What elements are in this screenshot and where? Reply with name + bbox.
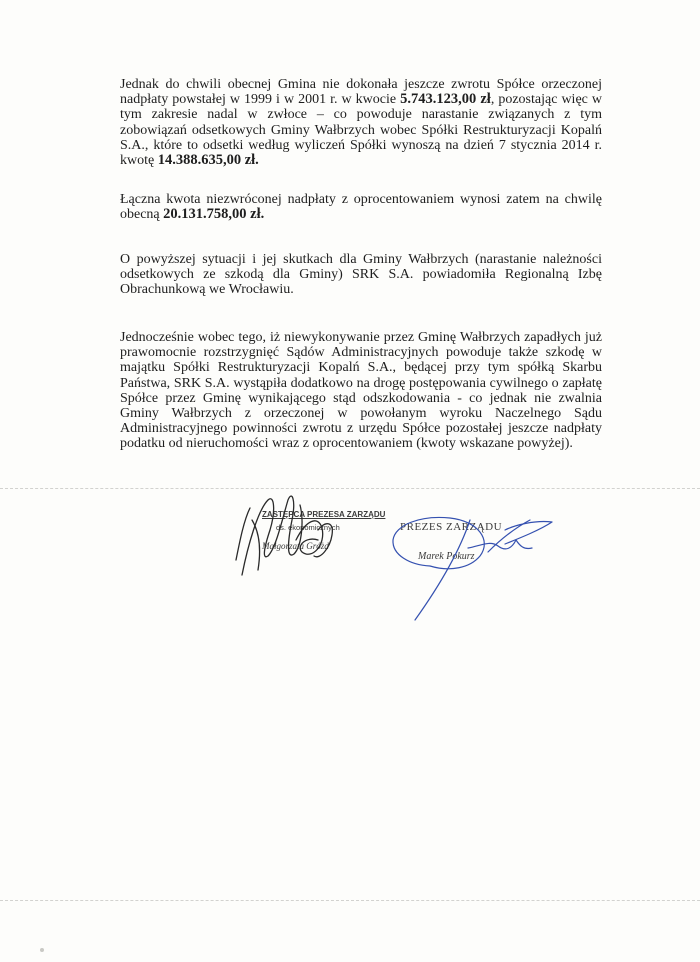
stamp-left-line2: ds. ekonomicznych xyxy=(276,523,340,532)
scan-speck xyxy=(40,948,44,952)
stamp-right-title: PREZES ZARZĄDU xyxy=(400,521,503,533)
p1-text-b: , pozostając więc w tym zakresie nadal w zwłoce – co powoduje narastanie związanych z tym zobowiązań odsetkowych Gminy Wałbrzych wobec Spółki Restrukturyzacji Kopalń S.A., które to odsetki według wyliczeń Spółki wynoszą na dzień 7 stycznia 2014 r. kwotę xyxy=(120,92,603,169)
signature-right xyxy=(393,517,552,620)
signature-left xyxy=(236,496,332,575)
p2-text: Łączna kwota niezwróconej nadpłaty z oprocentowaniem wynosi zatem na chwilę obecną xyxy=(120,192,602,223)
stamp-left-line1: ZASTĘPCA PREZESA ZARZĄDU xyxy=(262,510,386,519)
p1-text-a: Jednak do chwili obecnej Gmina nie dokonała jeszcze zwrotu Spółce orzeczonej nadpłaty powstałej w 1999 i w 2001 r. w kwocie xyxy=(120,77,602,108)
p4-text: Jednocześnie wobec tego, iż niewykonywanie przez Gminę Wałbrzych zapadłych już prawomocnie rozstrzygnięć Sądów Administracyjnych powoduje także szkodę w majątku Spółki Restrukturyzacji Kopalń S.A., będącej przy tym spółką Skarbu Państwa, SRK S.A. wystąpiła dodatkowo na drogę postępowania cywilnego o zapłatę Spółce przez Gminę wynikającego stąd odszkodowania - co jednak nie zwalnia Gminy Wałbrzych z orzeczonej w powołanym wyroku Naczelnego Sądu Administracyjnego powinności zwrotu z urzędu Spółce pozostałej jeszcze nadpłaty podatku od nieruchomości wraz z oprocentowaniem (kwoty wskazane powyżej). xyxy=(120,330,602,452)
amount-total: 20.131.758,00 zł. xyxy=(163,206,265,223)
stamp-left-name: Małgorzata Gróżd xyxy=(262,541,329,551)
amount-interest: 14.388.635,00 zł. xyxy=(157,152,259,169)
stamp-right-name: Marek Pokurz xyxy=(418,551,475,562)
amount-overpayment: 5.743.123,00 zł xyxy=(400,91,491,108)
p3-text: O powyższej sytuacji i jej skutkach dla Gminy Wałbrzych (narastanie należności odsetkowych ze szkodą dla Gminy) SRK S.A. powiadomiła Regionalną Izbę Obrachunkową we Wrocławiu. xyxy=(120,252,602,298)
